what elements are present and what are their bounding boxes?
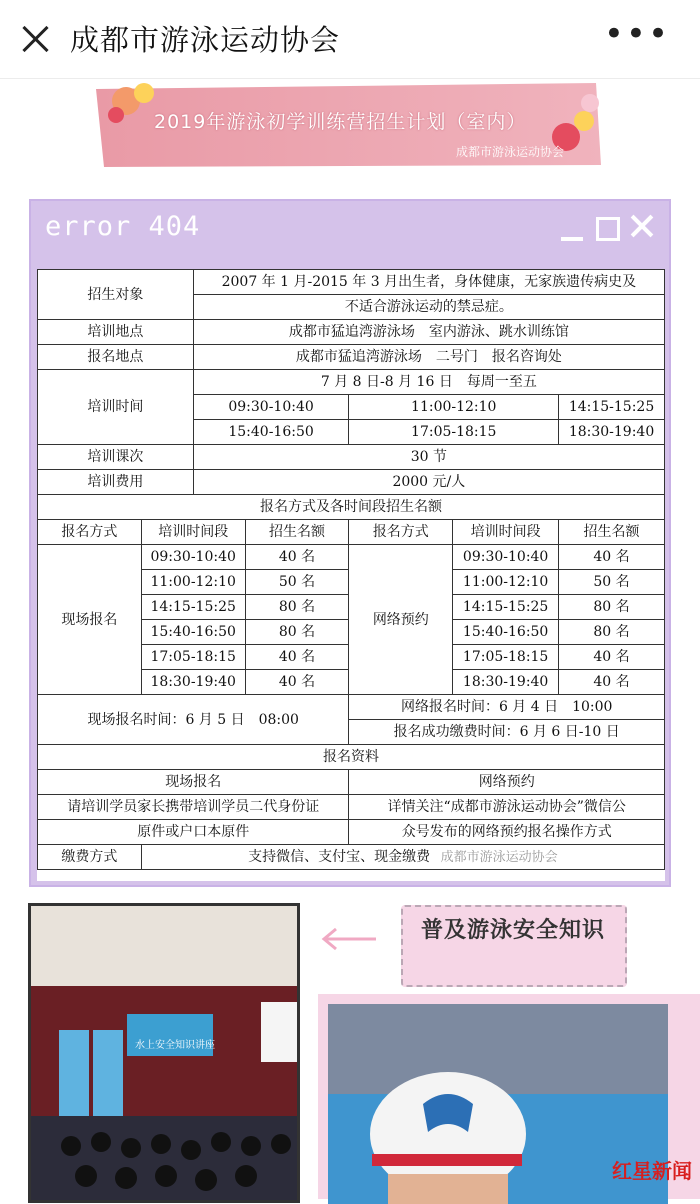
- news-watermark: 红星新闻: [612, 1159, 692, 1183]
- docs-onsite-label: 现场报名: [38, 770, 349, 795]
- sessions-value: 30 节: [193, 445, 664, 470]
- col-slot: 培训时间段: [453, 520, 559, 545]
- docs-header: 报名资料: [38, 745, 665, 770]
- onsite-slot: 11:00-12:10: [141, 570, 245, 595]
- online-quota: 40 名: [559, 645, 665, 670]
- docs-onsite-line2: 原件或户口本原件: [38, 820, 349, 845]
- time-label: 培训时间: [38, 370, 194, 445]
- safety-title-box: [401, 905, 627, 987]
- lecture-photo-image: [31, 906, 297, 1200]
- time-slot: 14:15-15:25: [559, 395, 665, 420]
- page-title: 成都市游泳运动协会: [70, 23, 341, 57]
- time-slot: 09:30-10:40: [193, 395, 349, 420]
- onsite-quota: 40 名: [245, 645, 349, 670]
- onsite-slot: 17:05-18:15: [141, 645, 245, 670]
- safety-title: 普及游泳安全知识: [421, 918, 606, 943]
- top-bar: [0, 0, 700, 79]
- pay-value: [141, 845, 664, 870]
- online-quota: 40 名: [559, 670, 665, 695]
- online-quota: 80 名: [559, 620, 665, 645]
- fee-label: 培训费用: [38, 470, 194, 495]
- online-slot: 17:05-18:15: [453, 645, 559, 670]
- online-time: 网络报名时间：6 月 4 日 10:00: [349, 695, 665, 720]
- onsite-slot: 14:15-15:25: [141, 595, 245, 620]
- article-content: [0, 79, 700, 1199]
- online-slot: 11:00-12:10: [453, 570, 559, 595]
- online-label: 网络预约: [349, 545, 453, 695]
- time-slot: 15:40-16:50: [193, 420, 349, 445]
- online-slot: 09:30-10:40: [453, 545, 559, 570]
- left-arrow-icon: [320, 927, 378, 951]
- info-window: [29, 199, 671, 887]
- signup-place-value: 成都市猛追湾游泳场 二号门 报名咨询处: [193, 345, 664, 370]
- online-slot: 14:15-15:25: [453, 595, 559, 620]
- online-slot: 15:40-16:50: [453, 620, 559, 645]
- docs-online-line2: 众号发布的网络预约报名操作方式: [349, 820, 665, 845]
- minimize-icon: [561, 237, 583, 241]
- docs-online-line1: 详情关注“成都市游泳运动协会”微信公: [349, 795, 665, 820]
- col-quota: 招生名额: [245, 520, 349, 545]
- pay-label: 缴费方式: [38, 845, 142, 870]
- signup-place-label: 报名地点: [38, 345, 194, 370]
- lecture-photo: [28, 903, 300, 1203]
- window-close-icon: [629, 213, 655, 239]
- fee-value: 2000 元/人: [193, 470, 664, 495]
- pay-value-text: 支持微信、支付宝、现金缴费: [248, 848, 431, 865]
- close-icon[interactable]: [18, 22, 52, 56]
- window-title: error 404: [45, 211, 201, 242]
- onsite-slot: 09:30-10:40: [141, 545, 245, 570]
- recruitment-table: [37, 269, 665, 870]
- onsite-quota: 50 名: [245, 570, 349, 595]
- banner-title: 2019年游泳初学训练营招生计划（室内）: [154, 111, 527, 133]
- place-value: 成都市猛追湾游泳场 室内游泳、跳水训练馆: [193, 320, 664, 345]
- maximize-icon: [596, 217, 620, 241]
- lecture-banner-text: 水上安全知识讲座: [135, 1040, 215, 1051]
- online-slot: 18:30-19:40: [453, 670, 559, 695]
- onsite-quota: 40 名: [245, 545, 349, 570]
- onsite-slot: 15:40-16:50: [141, 620, 245, 645]
- onsite-quota: 40 名: [245, 670, 349, 695]
- docs-onsite-line1: 请培训学员家长携带培训学员二代身份证: [38, 795, 349, 820]
- time-slot: 18:30-19:40: [559, 420, 665, 445]
- target-label: 招生对象: [38, 270, 194, 320]
- onsite-quota: 80 名: [245, 620, 349, 645]
- col-method: 报名方式: [38, 520, 142, 545]
- sessions-label: 培训课次: [38, 445, 194, 470]
- col-quota: 招生名额: [559, 520, 665, 545]
- col-method: 报名方式: [349, 520, 453, 545]
- col-slot: 培训时间段: [141, 520, 245, 545]
- pay-time: 报名成功缴费时间：6 月 6 日-10 日: [349, 720, 665, 745]
- onsite-slot: 18:30-19:40: [141, 670, 245, 695]
- window-body: [37, 269, 665, 881]
- online-quota: 40 名: [559, 545, 665, 570]
- target-value-line2: 不适合游泳运动的禁忌症。: [193, 295, 664, 320]
- docs-online-label: 网络预约: [349, 770, 665, 795]
- time-slot: 17:05-18:15: [349, 420, 559, 445]
- online-quota: 50 名: [559, 570, 665, 595]
- time-slot: 11:00-12:10: [349, 395, 559, 420]
- place-label: 培训地点: [38, 320, 194, 345]
- table-watermark: 成都市游泳运动协会: [440, 849, 558, 865]
- more-options-icon[interactable]: •••: [603, 14, 670, 54]
- time-value: 7 月 8 日-8 月 16 日 每周一至五: [193, 370, 664, 395]
- onsite-label: 现场报名: [38, 545, 142, 695]
- online-quota: 80 名: [559, 595, 665, 620]
- onsite-time: 现场报名时间：6 月 5 日 08:00: [38, 695, 349, 745]
- onsite-quota: 80 名: [245, 595, 349, 620]
- target-value-line1: 2007 年 1 月-2015 年 3 月出生者，身体健康，无家族遗传病史及: [193, 270, 664, 295]
- banner-brand: 成都市游泳运动协会: [456, 145, 565, 159]
- quota-header: 报名方式及各时间段招生名额: [38, 495, 665, 520]
- recruitment-banner: [96, 81, 606, 169]
